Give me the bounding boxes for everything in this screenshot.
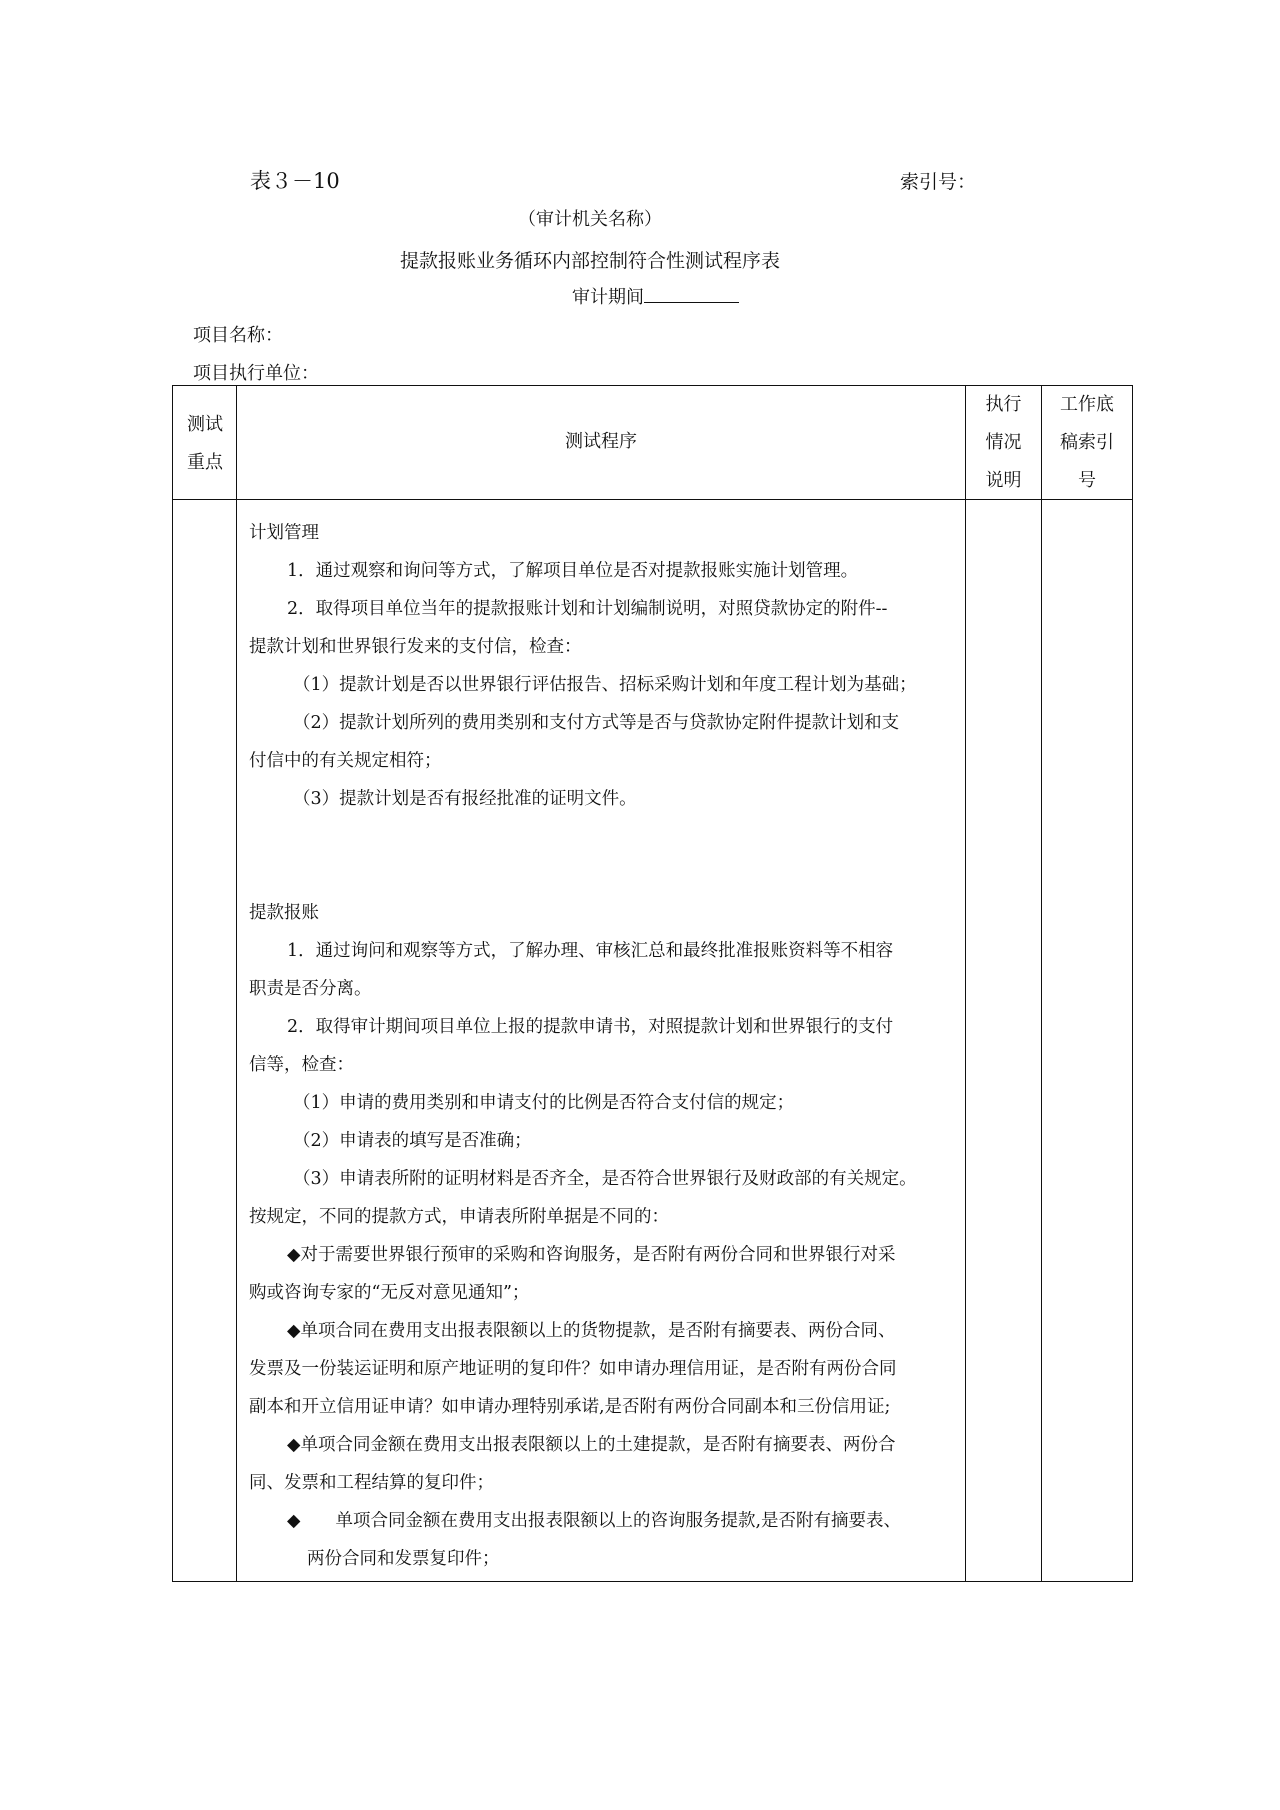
- index-number-label: 索引号：: [900, 171, 977, 193]
- header-text: 执行: [985, 394, 1022, 415]
- procedure-line: 按规定，不同的提款方式，申请表所附单据是不同的：: [249, 1207, 669, 1227]
- procedure-line: 2．取得审计期间项目单位上报的提款申请书，对照提款计划和世界银行的支付: [287, 1017, 894, 1037]
- header-test-procedure: 测试程序: [565, 431, 637, 452]
- spacer: [249, 818, 984, 856]
- header-text: 重点: [187, 452, 223, 473]
- header-text: 号: [1078, 470, 1096, 491]
- procedure-line: 发票及一份装运证明和原产地证明的复印件？如申请办理信用证，是否附有两份合同: [249, 1359, 897, 1379]
- header-text: 测试: [187, 414, 223, 435]
- procedure-content: [249, 514, 984, 1578]
- procedure-line: （1）提款计划是否以世界银行评估报告、招标采购计划和年度工程计划为基础；: [293, 675, 917, 695]
- procedure-line: ◆ 单项合同金额在费用支出报表限额以上的咨询服务提款,是否附有摘要表、: [287, 1511, 902, 1531]
- procedure-line: 同、发票和工程结算的复印件；: [249, 1473, 494, 1493]
- form-title: 提款报账业务循环内部控制符合性测试程序表: [399, 250, 780, 272]
- procedure-line: 两份合同和发票复印件；: [307, 1549, 500, 1569]
- column-divider: [1041, 386, 1042, 1581]
- procedure-line: ◆单项合同在费用支出报表限额以上的货物提款，是否附有摘要表、两份合同、: [287, 1321, 896, 1341]
- procedure-line: ◆单项合同金额在费用支出报表限额以上的土建提款，是否附有摘要表、两份合: [287, 1435, 896, 1455]
- procedure-line: 1．通过询问和观察等方式，了解办理、审核汇总和最终批准报账资料等不相容: [287, 941, 894, 961]
- procedure-line: （3）提款计划是否有报经批准的证明文件。: [293, 789, 637, 809]
- audit-period-blank: [644, 284, 739, 303]
- procedure-line: 提款计划和世界银行发来的支付信，检查：: [249, 637, 582, 657]
- executing-unit-label: 项目执行单位：: [193, 363, 319, 384]
- header-text: 说明: [985, 470, 1022, 491]
- procedure-line: ◆对于需要世界银行预审的采购和咨询服务，是否附有两份合同和世界银行对采: [287, 1245, 896, 1265]
- procedure-line: 购或咨询专家的“无反对意见通知”；: [249, 1283, 530, 1303]
- procedure-line: 1．通过观察和询问等方式，了解项目单位是否对提款报账实施计划管理。: [287, 561, 859, 581]
- procedure-line: （2）申请表的填写是否准确；: [293, 1131, 532, 1151]
- spacer: [249, 856, 984, 894]
- test-procedure-table: [172, 385, 1133, 1582]
- procedure-line: （3）申请表所附的证明材料是否齐全，是否符合世界银行及财政部的有关规定。: [293, 1169, 917, 1189]
- header-text: 稿索引: [1060, 432, 1114, 453]
- header-text: 工作底: [1060, 394, 1114, 415]
- section-title: 计划管理: [249, 523, 319, 543]
- project-name-label: 项目名称：: [193, 325, 283, 346]
- header-test-focus: [173, 406, 237, 482]
- table-number: 表３－10: [250, 169, 340, 193]
- procedure-line: 职责是否分离。: [249, 979, 372, 999]
- procedure-line: 付信中的有关规定相符；: [249, 751, 442, 771]
- column-divider: [236, 386, 237, 1581]
- audit-period: [572, 283, 739, 309]
- header-text: 情况: [985, 432, 1022, 453]
- procedure-line: （1）申请的费用类别和申请支付的比例是否符合支付信的规定；: [293, 1093, 795, 1113]
- header-workpaper-index: [1042, 386, 1132, 500]
- section-title: 提款报账: [249, 903, 319, 923]
- audit-period-label: 审计期间: [572, 287, 644, 308]
- procedure-line: （2）提款计划所列的费用类别和支付方式等是否与贷款协定附件提款计划和支: [293, 713, 900, 733]
- header-execution-notes: [966, 386, 1041, 500]
- procedure-line: 2．取得项目单位当年的提款报账计划和计划编制说明，对照贷款协定的附件--: [287, 599, 888, 619]
- procedure-line: 副本和开立信用证申请？如申请办理特别承诺,是否附有两份合同副本和三份信用证;: [249, 1397, 891, 1417]
- audit-org-name: （审计机关名称）: [518, 209, 662, 230]
- procedure-line: 信等，检查：: [249, 1055, 354, 1075]
